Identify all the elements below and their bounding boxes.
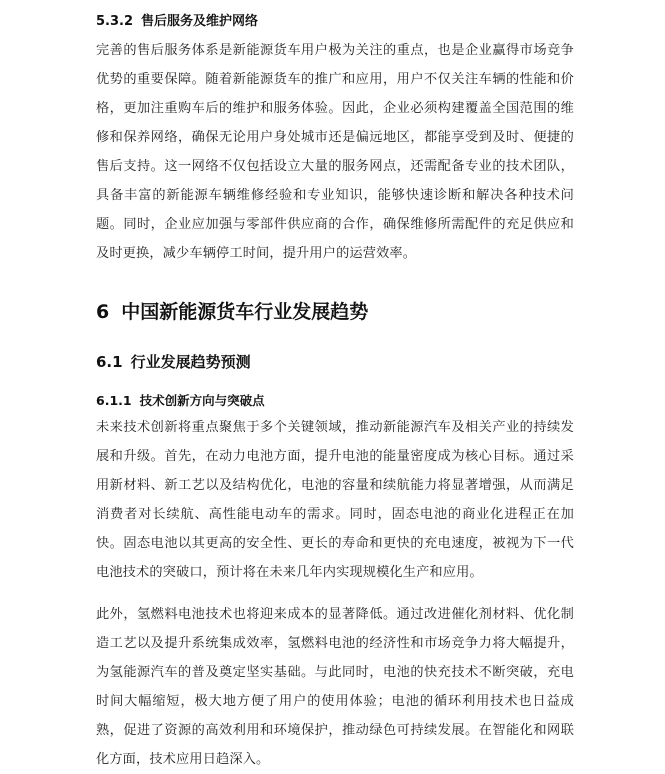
chapter-6-heading xyxy=(96,298,574,326)
section-5-3-2-paragraph: 完善的售后服务体系是新能源货车用户极为关注的重点，也是企业赢得市场竞争优势的重要保障。随着新能源货车的推广和应用，用户不仅关注车辆的性能和价格，更加注重购车后的维护和服务体验。因此，企业必须构建覆盖全国范围的维修和保养网络，确保无论用户身处城市还是偏远地区，都能享受到及时、便捷的售后支持。这一网络不仅包括设立大量的服务网点，还需配备专业的技术团队，具备丰富的新能源车辆维修经验和专业知识，能够快速诊断和解决各种技术问题。同时，企业应加强与零部件供应商的合作，确保维修所需配件的充足供应和及时更换，减少车辆停工时间，提升用户的运营效率。 xyxy=(96,43,574,261)
section-6-1-1-number: 6.1.1 xyxy=(96,393,132,408)
section-6-1-number: 6.1 xyxy=(96,353,123,371)
chapter-6-title: 中国新能源货车行业发展趋势 xyxy=(121,301,369,323)
section-6-1-title: 行业发展趋势预测 xyxy=(130,353,251,371)
chapter-6-number: 6 xyxy=(96,301,110,323)
document-page xyxy=(96,0,574,774)
section-6-1-1-paragraph-1: 未来技术创新将重点聚焦于多个关键领域，推动新能源汽车及相关产业的持续发展和升级。首先，在动力电池方面，提升电池的能量密度成为核心目标。通过采用新材料、新工艺以及结构优化，电池的容量和续航能力将显著增强，从而满足消费者对长续航、高性能电动车的需求。同时，固态电池的商业化进程正在加快。固态电池以其更高的安全性、更长的寿命和更快的充电速度，被视为下一代电池技术的突破口，预计将在未来几年内实现规模化生产和应用。 xyxy=(96,420,574,580)
section-5-3-2-title: 售后服务及维护网络 xyxy=(141,14,259,29)
section-6-1-1-paragraph-2: 此外，氢燃料电池技术也将迎来成本的显著降低。通过改进催化剂材料、优化制造工艺以及提升系统集成效率，氢燃料电池的经济性和市场竞争力将大幅提升，为氢能源汽车的普及奠定坚实基础。与此同时，电池的快充技术不断突破，充电时间大幅缩短，极大地方便了用户的使用体验；电池的循环利用技术也日益成熟，促进了资源的高效利用和环境保护，推动绿色可持续发展。在智能化和网联化方面，技术应用日趋深入。 xyxy=(96,607,574,767)
section-6-1-1-heading xyxy=(96,391,574,411)
section-5-3-2-number: 5.3.2 xyxy=(96,14,134,29)
section-6-1-1-title: 技术创新方向与突破点 xyxy=(139,393,265,408)
section-5-3-2-heading xyxy=(96,0,574,36)
section-6-1-heading xyxy=(96,351,574,373)
